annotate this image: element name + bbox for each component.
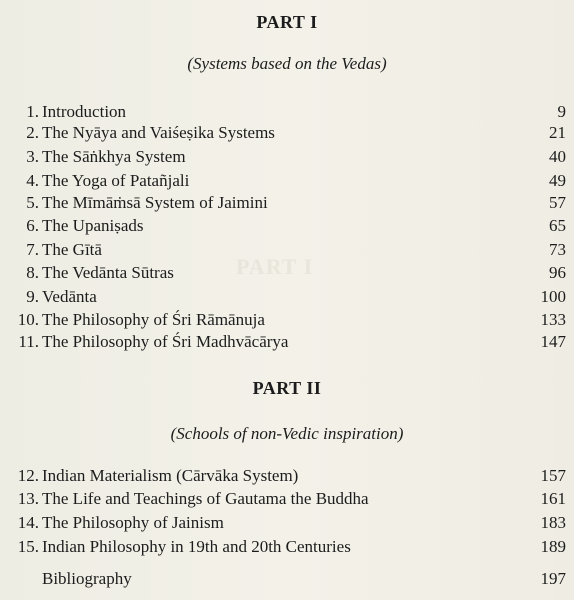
part-2-subtitle: (Schools of non-Vedic inspiration) [170, 424, 404, 443]
entry-page: 197 [540, 569, 566, 588]
entry-number: 3. [26, 147, 39, 166]
entry-title: Indian Philosophy in 19th and 20th Centuries [42, 537, 351, 556]
entry-title: The Yoga of Patañjali [42, 171, 190, 190]
entry-page: 183 [540, 513, 566, 532]
entry-page: 161 [540, 489, 566, 508]
entry-title: The Upaniṣads [42, 216, 144, 235]
entry-page: 157 [540, 466, 566, 485]
part-2-heading: PART II [252, 378, 322, 398]
entry-number: 15. [17, 537, 39, 556]
entry-page: 147 [540, 332, 566, 351]
toc-entry [16, 464, 566, 488]
toc-entry [16, 145, 566, 169]
toc-entry [16, 511, 566, 535]
entry-number: 1. [26, 102, 39, 121]
toc-entry [16, 238, 566, 262]
part-1-heading: PART I [256, 12, 318, 32]
toc-entry [16, 169, 566, 193]
entry-title: Vedānta [42, 287, 97, 306]
entry-number: 14. [17, 513, 39, 532]
toc-entry [16, 487, 566, 511]
entry-number: 5. [26, 193, 39, 212]
show-through-text: PART I [236, 254, 314, 279]
entry-page: 96 [549, 263, 566, 282]
entry-number: 12. [17, 466, 39, 485]
entry-title: The Gītā [42, 240, 102, 259]
entry-title: Introduction [42, 102, 127, 121]
entry-page: 21 [549, 123, 566, 142]
entry-number: 7. [26, 240, 39, 259]
entry-page: 49 [549, 171, 566, 190]
entry-number: 11. [18, 332, 39, 351]
entry-page: 73 [549, 240, 566, 259]
entry-title: The Philosophy of Śri Rāmānuja [42, 310, 265, 329]
entry-title: The Philosophy of Jainism [42, 513, 224, 532]
entry-number: 4. [26, 171, 39, 190]
entry-page: 57 [549, 193, 566, 212]
entry-title: The Vedānta Sūtras [42, 263, 174, 282]
toc-entry [16, 285, 566, 309]
entry-title: The Philosophy of Śri Madhvācārya [42, 332, 289, 351]
entry-title: The Sāṅkhya System [42, 147, 186, 166]
toc-entry-bibliography [16, 567, 566, 591]
entry-page: 189 [540, 537, 566, 556]
entry-title: The Nyāya and Vaiśeṣika Systems [42, 123, 275, 142]
entry-title: Bibliography [42, 569, 132, 588]
part-1-subtitle: (Systems based on the Vedas) [187, 54, 387, 73]
entry-number: 8. [26, 263, 39, 282]
toc-entry [16, 191, 566, 215]
entry-page: 40 [549, 147, 566, 166]
entry-number: 9. [26, 287, 39, 306]
entry-page: 9 [557, 102, 566, 121]
toc-entry [16, 308, 566, 332]
entry-title: Indian Materialism (Cārvāka System) [42, 466, 299, 485]
entry-number: 2. [26, 123, 39, 142]
toc-entry [16, 214, 566, 238]
toc-entry [16, 121, 566, 145]
entry-page: 133 [540, 310, 566, 329]
toc-entry [16, 535, 566, 559]
entry-number: 13. [17, 489, 39, 508]
entry-number: 10. [17, 310, 39, 329]
toc-entry [16, 261, 566, 285]
entry-title: The Life and Teachings of Gautama the Buddha [42, 489, 369, 508]
entry-page: 65 [549, 216, 566, 235]
entry-title: The Mīmāṁsā System of Jaimini [42, 193, 268, 212]
entry-page: 100 [540, 287, 566, 306]
entry-number: 6. [26, 216, 39, 235]
toc-entry [16, 330, 566, 354]
